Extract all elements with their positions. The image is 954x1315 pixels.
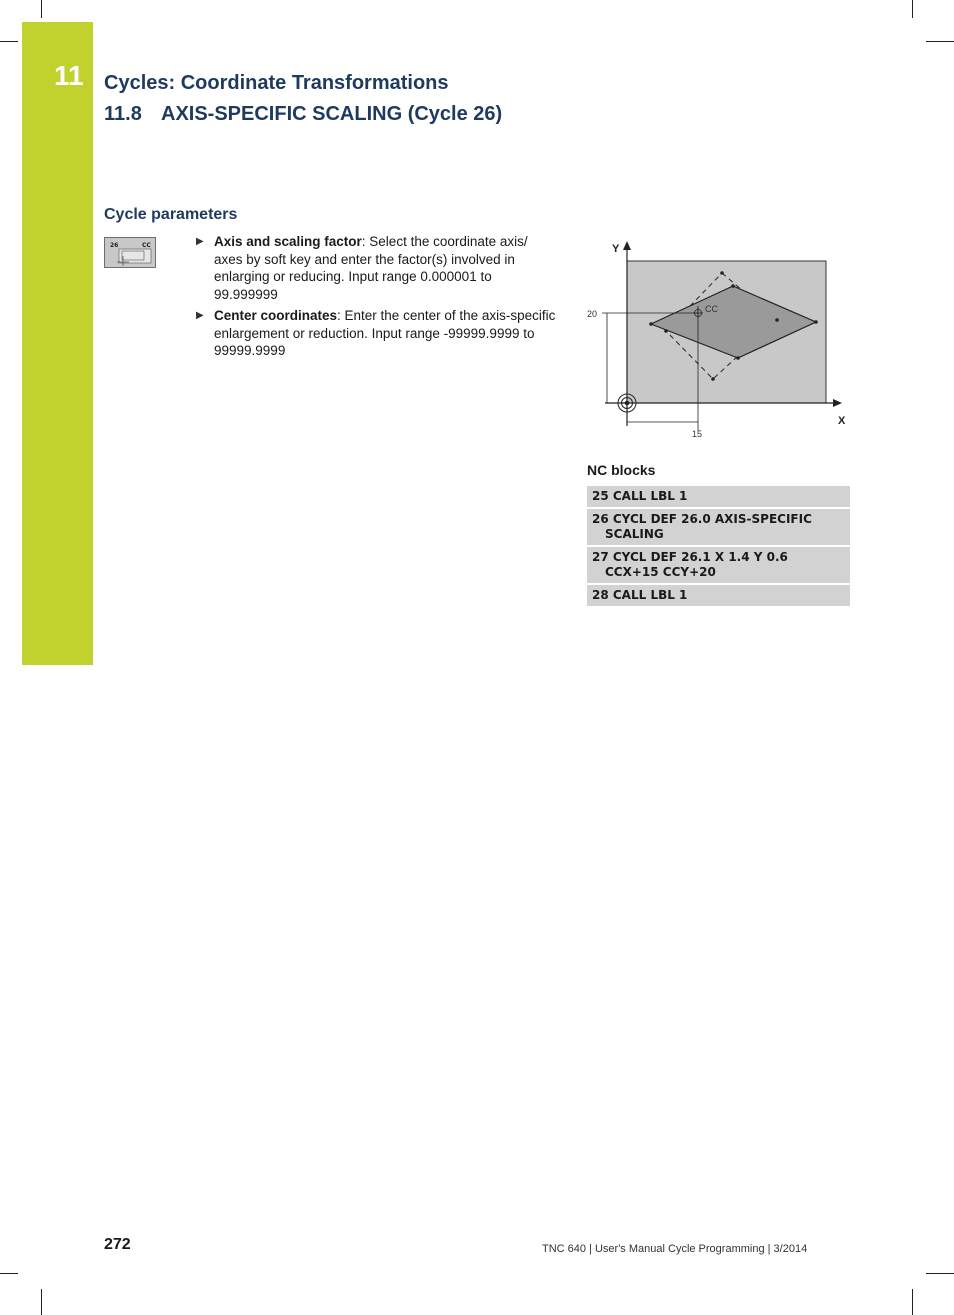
table-row bbox=[587, 486, 850, 507]
crop-mark bbox=[0, 41, 18, 42]
parameter-description: : Select the coordinate axis/ axes by soft key and enter the factor(s) involved in enlarging or reducing. Input range 0.000001 to 99.999999 bbox=[214, 234, 528, 302]
y-dimension-value: 20 bbox=[587, 309, 598, 319]
parameter-item bbox=[196, 233, 556, 303]
nc-block: 25 CALL LBL 1 bbox=[587, 486, 850, 507]
parameter-term: Center coordinates bbox=[214, 308, 338, 323]
x-axis-arrow-icon bbox=[833, 399, 842, 407]
crop-mark bbox=[41, 1289, 42, 1315]
softkey-left-label: 26 bbox=[110, 242, 119, 249]
contour-point bbox=[731, 284, 735, 288]
crop-mark bbox=[912, 1289, 913, 1315]
cc-label: CC bbox=[705, 304, 718, 314]
crop-mark bbox=[926, 41, 954, 42]
contour-point bbox=[814, 320, 818, 324]
chapter-title: Cycles: Coordinate Transformations bbox=[104, 72, 449, 94]
nc-block: 27 CYCL DEF 26.1 X 1.4 Y 0.6 CCX+15 CCY+20 bbox=[587, 547, 850, 583]
nc-block: 26 CYCL DEF 26.0 AXIS-SPECIFIC SCALING bbox=[587, 509, 850, 545]
table-row bbox=[587, 509, 850, 545]
parameter-term: Axis and scaling factor bbox=[214, 234, 362, 249]
bullet-arrow-icon: ▶ bbox=[196, 310, 204, 321]
parameter-item bbox=[196, 307, 556, 360]
parameter-description: : Enter the center of the axis-specific enlargement or reduction. Input range -99999.9999 to 99999.9999 bbox=[214, 308, 556, 358]
contour-point bbox=[649, 322, 653, 326]
parameter-list bbox=[196, 233, 556, 364]
contour-point bbox=[736, 356, 740, 360]
scaling-figure bbox=[580, 236, 850, 446]
nc-blocks-table bbox=[587, 484, 850, 608]
y-axis-label: Y bbox=[612, 243, 620, 255]
contour-point bbox=[711, 377, 715, 381]
nc-block: 28 CALL LBL 1 bbox=[587, 585, 850, 606]
contour-point bbox=[775, 318, 779, 322]
x-axis-label: X bbox=[838, 415, 846, 427]
crop-mark bbox=[41, 0, 42, 18]
softkey-right-label: CC bbox=[142, 242, 151, 249]
crop-mark bbox=[912, 0, 913, 18]
table-row bbox=[587, 547, 850, 583]
x-dimension-value: 15 bbox=[692, 429, 703, 439]
footer-text: TNC 640 | User's Manual Cycle Programming | 3/2014 bbox=[542, 1243, 808, 1255]
crop-mark bbox=[926, 1273, 954, 1274]
origin-icon bbox=[625, 401, 630, 406]
chapter-number: 11 bbox=[54, 60, 84, 91]
section-number: 11.8 bbox=[104, 103, 142, 125]
contour-point bbox=[664, 329, 668, 333]
crop-mark bbox=[0, 1273, 18, 1274]
section-heading bbox=[104, 103, 502, 126]
contour-point bbox=[720, 271, 724, 275]
table-row bbox=[587, 585, 850, 606]
bullet-arrow-icon: ▶ bbox=[196, 236, 204, 247]
cycle-parameters-heading: Cycle parameters bbox=[104, 206, 238, 223]
section-title: AXIS-SPECIFIC SCALING (Cycle 26) bbox=[161, 103, 503, 125]
chapter-sidebar bbox=[22, 22, 93, 665]
page-number: 272 bbox=[104, 1236, 131, 1253]
nc-blocks-heading: NC blocks bbox=[587, 462, 656, 478]
y-axis-arrow-icon bbox=[623, 241, 631, 250]
cycle-26-softkey-icon bbox=[104, 237, 156, 268]
